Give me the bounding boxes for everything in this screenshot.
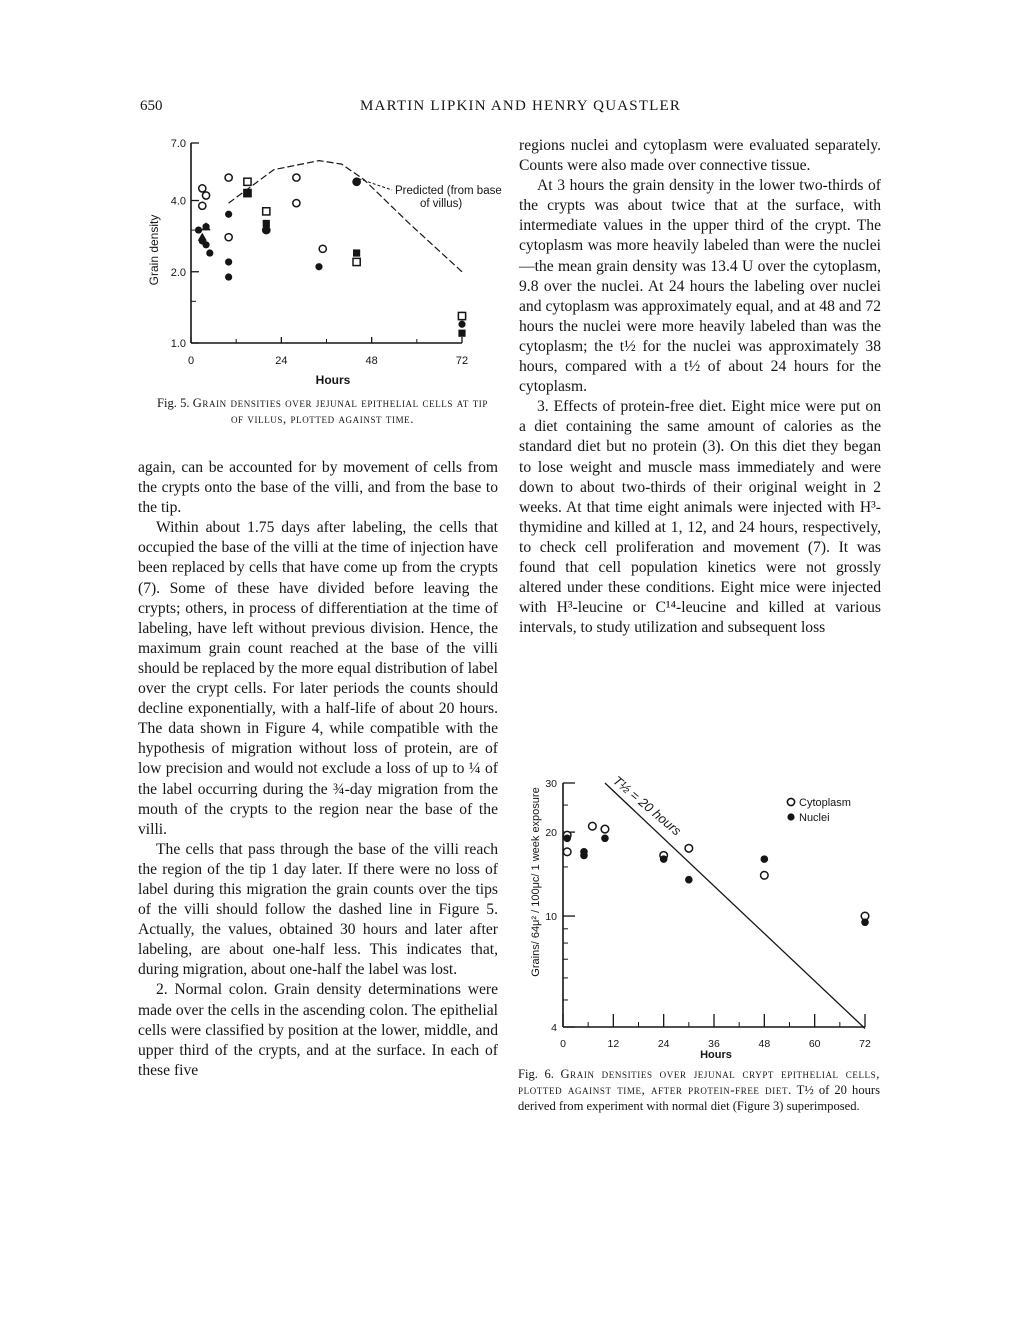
data-point-open-circle xyxy=(589,822,597,830)
data-point-open-circle xyxy=(761,871,769,879)
y-tick-label: 10 xyxy=(545,911,557,924)
fig6-y-axis-label: Grains/ 64μ² / 100μc/ 1 week exposure xyxy=(530,787,542,977)
left-paragraph: Within about 1.75 days after labeling, the cells that occupied the base of the villi at the time of injection have been replaced by cells that have come up from the crypts (7). Some of these have divided before leaving the crypts; others, in process of differentiation at the time of labeling, have left without previous division. Hence, the maximum grain count reached at the base of the villi should be replaced by the more equal distribution of label over the crypt cells. For later periods the counts should decline exponentially, with a half-life of about 20 hours. The data shown in Figure 4, while compatible with the hypothesis of migration without loss of protein, are of low precision and would not exclude a loss of up to ¼ of the label occurring during the ¾-day migration from the mouth of the crypts to the region near the base of the villi. xyxy=(138,519,498,838)
x-tick-label: 72 xyxy=(455,355,469,367)
data-point-open-circle xyxy=(601,825,609,833)
fig5-caption-label: Fig. 5. xyxy=(156,396,190,410)
data-point-filled-circle xyxy=(580,848,588,856)
y-tick-label: 4 xyxy=(551,1022,557,1034)
y-tick-label: 30 xyxy=(545,778,557,790)
x-tick-label: 0 xyxy=(187,355,195,367)
page-number: 650 xyxy=(140,98,163,114)
x-tick-label: 48 xyxy=(365,355,378,367)
fig6-x-axis-label: Hours xyxy=(700,1049,732,1061)
fig5-y-axis-label: Grain density xyxy=(147,214,161,286)
data-point-filled-circle xyxy=(563,835,571,843)
fig5-annotation-line-1: Predicted (from base xyxy=(395,185,502,197)
fig6-legend xyxy=(787,797,851,824)
y-tick-label: 2.0 xyxy=(170,266,186,279)
x-tick-label: 24 xyxy=(275,355,288,367)
x-tick-label: 36 xyxy=(708,1038,720,1050)
x-tick-label: 24 xyxy=(657,1038,670,1050)
data-point-open-circle xyxy=(685,844,693,852)
y-tick-label: 20 xyxy=(545,827,557,840)
x-tick-label: 60 xyxy=(808,1038,821,1050)
fig5-x-axis-label: Hours xyxy=(315,373,351,387)
fig6-points xyxy=(563,822,868,926)
data-point-filled-circle xyxy=(761,855,769,863)
fig6-line-label: T½ = 20 hours xyxy=(610,772,685,839)
fig6-caption-label: Fig. 6. xyxy=(518,1067,554,1081)
right-paragraph: 3. Effects of protein-free diet. Eight mice were put on a diet containing the same amount of calories as the standard diet but no protein (3). On this diet they began to lose weight and muscle mass immediately and were down to about two-thirds of their original weight in 2 weeks. At that time eight animals were injected with H³-thymidine and killed at 1, 12, and 24 hours, respectively, to check cell proliferation and movement (7). It was found that cell population kinetics were not grossly altered under these conditions. Eight mice were injected with H³-leucine or C¹⁴-leucine and killed at various intervals, to study utilization and subsequent loss xyxy=(519,398,881,637)
data-point-filled-circle xyxy=(601,835,609,843)
data-point-filled-circle xyxy=(685,876,693,884)
y-tick-label: 4.0 xyxy=(170,195,186,208)
legend-label-nuclei: Nuclei xyxy=(799,812,830,824)
left-paragraph: again, can be accounted for by movement of cells from the crypts onto the base of the villi, and from the base to the tip. xyxy=(138,459,498,517)
data-point-open-circle xyxy=(563,848,571,856)
data-point-filled-circle xyxy=(660,855,668,863)
x-tick-label: 72 xyxy=(859,1038,871,1050)
left-paragraph: 2. Normal colon. Grain density determinations were made over the cells in the ascending colon. The epithelial cells were classified by position at the lower, middle, and upper third of the crypts, and at the surface. In each of these five xyxy=(138,981,498,1079)
fig5-caption-text: Grain densities over jejunal epithelial cells at tip of villus, plotted against time. xyxy=(192,396,489,426)
right-paragraph: regions nuclei and cytoplasm were evaluated separately. Counts were also made over connective tissue. xyxy=(519,137,881,175)
fig6-caption-text: Grain densities over jejunal crypt epithelial cells, plotted against time, after protein-free diet. xyxy=(518,1067,881,1097)
fig5-annotation-line-2: of villus) xyxy=(420,198,463,210)
legend-label-cytoplasm: Cytoplasm xyxy=(799,797,851,809)
x-tick-label: 12 xyxy=(607,1038,620,1050)
legend-open-circle-marker xyxy=(787,798,794,805)
y-tick-label: 7.0 xyxy=(170,138,186,150)
data-point-filled-circle xyxy=(861,918,869,926)
x-tick-label: 48 xyxy=(758,1038,771,1050)
right-paragraph: At 3 hours the grain density in the lower two-thirds of the crypts was about twice that at the surface, with intermediate values in the upper third of the crypt. The cytoplasm was more heavily labeled than were the nuclei—the mean grain density was 13.4 U over the cytoplasm, 9.8 over the nuclei. At 24 hours the labeling over nuclei and cytoplasm was approximately equal, and at 48 and 72 hours the nuclei were more heavily labeled than was the cytoplasm; the t½ for the nuclei was approximately 38 hours, compared with a t½ of about 24 hours for the cytoplasm. xyxy=(519,177,881,396)
legend-filled-circle-marker xyxy=(787,813,794,820)
running-head: MARTIN LIPKIN AND HENRY QUASTLER xyxy=(360,98,682,114)
fig6-caption-tail: T½ of 20 hours derived from experiment with normal diet (Figure 3) superimposed. xyxy=(518,1083,881,1113)
x-tick-label: 0 xyxy=(560,1038,566,1050)
left-paragraph: The cells that pass through the base of the villi reach the region of the tip 1 day later. If there were no loss of label during this migration the grain counts over the tips of the villi should follow the dashed line in Figure 5. Actually, the values, obtained 30 hours and later after labeling, are about one-half less. This indicates that, during migration, about one-half the label was lost. xyxy=(138,840,498,979)
y-tick-label: 1.0 xyxy=(170,338,186,350)
figure-6-caption xyxy=(518,1066,880,1114)
